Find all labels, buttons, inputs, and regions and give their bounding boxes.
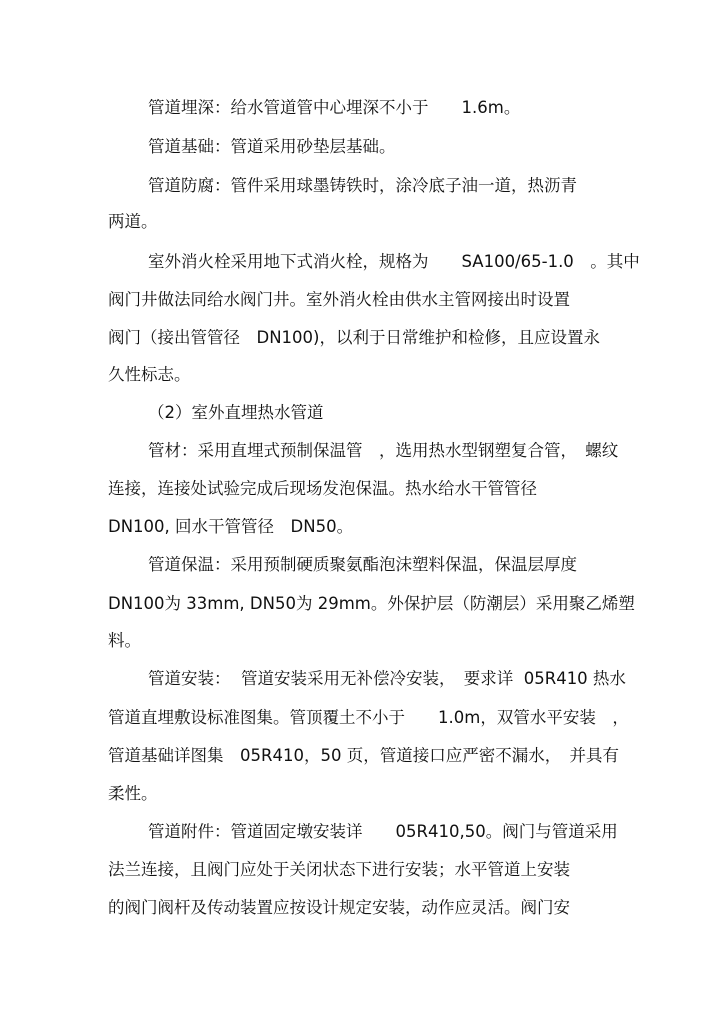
text-line: DN100为 33mm, DN50为 29mm。外保护层（防潮层）采用聚乙烯塑 — [108, 594, 635, 613]
text-line: 两道。 — [108, 212, 158, 231]
text-line: 法兰连接，且阀门应处于关闭状态下进行安装；水平管道上安装 — [108, 860, 570, 879]
text-line: 管道埋深：给水管道管中心埋深不小于 1.6m。 — [148, 98, 521, 117]
text-line: 室外消火栓采用地下式消火栓，规格为 SA100/65-1.0 。其中 — [148, 252, 640, 271]
text-line: 柔性。 — [108, 784, 158, 803]
text-line: 管道基础详图集 05R410，50 页，管道接口应严密不漏水， 并具有 — [108, 746, 619, 765]
text-line: 的阀门阀杆及传动装置应按设计规定安装，动作应灵活。阀门安 — [108, 898, 570, 917]
text-line: 料。 — [108, 631, 141, 650]
text-line: 管道保温：采用预制硬质聚氨酯泡沫塑料保温，保温层厚度 — [148, 555, 577, 574]
text-line: 管材：采用直埋式预制保温管 ，选用热水型钢塑复合管， 螺纹 — [148, 441, 619, 460]
text-line: 连接，连接处试验完成后现场发泡保温。热水给水干管管径 — [108, 479, 537, 498]
section-heading: （2）室外直埋热水管道 — [148, 403, 324, 422]
text-line: 管道基础：管道采用砂垫层基础。 — [148, 137, 396, 156]
text-line: 管道安装： 管道安装采用无补偿冷安装， 要求详 05R410 热水 — [148, 669, 626, 688]
text-line: 管道防腐：管件采用球墨铸铁时，涂冷底子油一道，热沥青 — [148, 176, 577, 195]
text-line: 阀门（接出管管径 DN100)，以利于日常维护和检修，且应设置永 — [108, 328, 600, 347]
text-line: DN100, 回水干管管径 DN50。 — [108, 517, 354, 536]
text-line: 管道附件：管道固定墩安装详 05R410,50。阀门与管道采用 — [148, 822, 618, 841]
text-line: 管道直埋敷设标准图集。管顶覆土不小于 1.0m，双管水平安装 ， — [108, 708, 629, 727]
text-line: 阀门井做法同给水阀门井。室外消火栓由供水主管网接出时设置 — [108, 290, 570, 309]
text-line: 久性标志。 — [108, 365, 191, 384]
